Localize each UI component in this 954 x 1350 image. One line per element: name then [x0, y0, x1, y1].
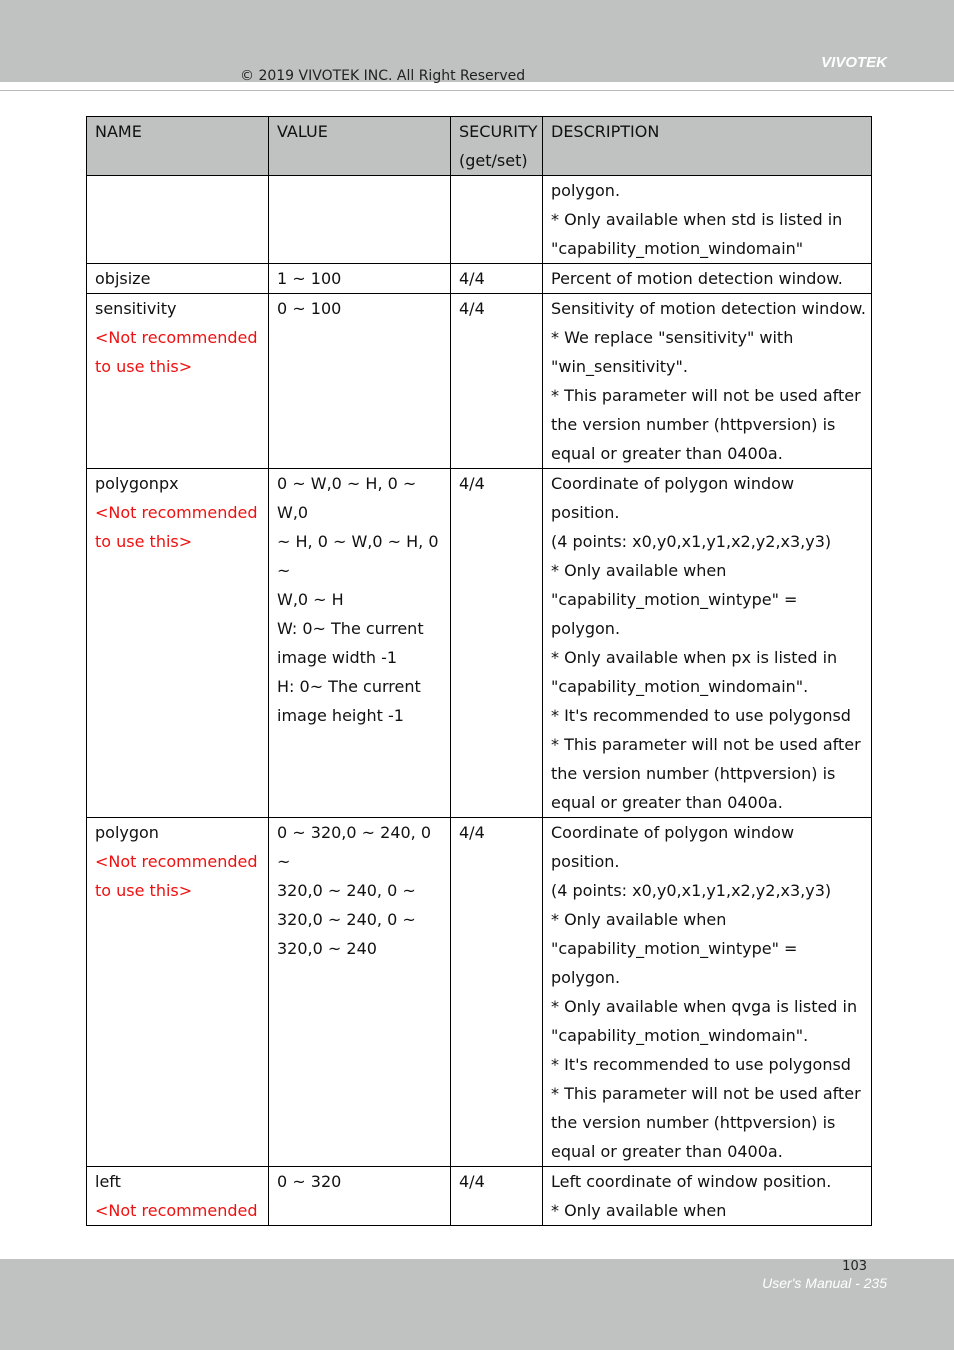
description-line: * Only available when [551, 561, 727, 580]
description-line: * This parameter will not be used after [551, 735, 861, 754]
value-line: 0 ~ W,0 ~ H, 0 ~ W,0 [277, 474, 417, 522]
description-line: * This parameter will not be used after [551, 386, 861, 405]
cell-security: 4/4 [451, 469, 543, 818]
description-line: (4 points: x0,y0,x1,y1,x2,y2,x3,y3) [551, 881, 832, 900]
parameter-table [86, 116, 872, 1226]
description-line: equal or greater than 0400a. [551, 444, 783, 463]
description-line: "win_sensitivity". [551, 357, 688, 376]
description-line: the version number (httpversion) is [551, 764, 836, 783]
not-recommended-note: to use this> [95, 532, 193, 551]
column-header-name: NAME [87, 117, 269, 176]
table-body [87, 176, 872, 1226]
description-line: polygon. [551, 181, 621, 200]
value-line: image width -1 [277, 648, 398, 667]
column-header-description: DESCRIPTION [543, 117, 872, 176]
description-line: "capability_motion_windomain". [551, 1026, 809, 1045]
description-line: "capability_motion_windomain" [551, 239, 804, 258]
description-line: Sensitivity of motion detection window. [551, 299, 866, 318]
cell-name [87, 1167, 269, 1226]
table-row [87, 469, 872, 818]
cell-value [269, 264, 451, 294]
description-line: * Only available when std is listed in [551, 210, 843, 229]
not-recommended-note: <Not recommended [95, 328, 258, 347]
cell-value [269, 469, 451, 818]
cell-security: 4/4 [451, 294, 543, 469]
cell-security: 4/4 [451, 818, 543, 1167]
param-name: polygonpx [95, 474, 179, 493]
page-number: 103 [842, 1259, 867, 1274]
value-line: W: 0~ The current [277, 619, 424, 638]
description-line: * We replace "sensitivity" with [551, 328, 794, 347]
column-header-security [451, 117, 543, 176]
table-row [87, 1167, 872, 1226]
description-line: position. [551, 852, 620, 871]
not-recommended-note: <Not recommended [95, 852, 258, 871]
cell-value [269, 176, 451, 264]
cell-value [269, 1167, 451, 1226]
cell-name [87, 469, 269, 818]
description-line: the version number (httpversion) is [551, 415, 836, 434]
value-line: W,0 ~ H [277, 590, 344, 609]
description-line: "capability_motion_wintype" = [551, 939, 798, 958]
cell-name [87, 818, 269, 1167]
value-line: H: 0~ The current [277, 677, 421, 696]
table-row [87, 294, 872, 469]
cell-description [543, 818, 872, 1167]
description-line: * It's recommended to use polygonsd [551, 706, 851, 725]
not-recommended-note: to use this> [95, 357, 193, 376]
description-line: Left coordinate of window position. [551, 1172, 832, 1191]
description-line: * It's recommended to use polygonsd [551, 1055, 851, 1074]
description-line: equal or greater than 0400a. [551, 1142, 783, 1161]
value-line: 0 ~ 320,0 ~ 240, 0 ~ [277, 823, 432, 871]
cell-security: 4/4 [451, 1167, 543, 1226]
param-name: polygon [95, 823, 159, 842]
description-line: "capability_motion_windomain". [551, 677, 809, 696]
table-row [87, 176, 872, 264]
description-line: * Only available when px is listed in [551, 648, 838, 667]
description-line: Coordinate of polygon window [551, 474, 795, 493]
column-header-value: VALUE [269, 117, 451, 176]
description-line: polygon. [551, 619, 621, 638]
cell-description [543, 1167, 872, 1226]
cell-security [451, 176, 543, 264]
description-line: the version number (httpversion) is [551, 1113, 836, 1132]
not-recommended-note: to use this> [95, 881, 193, 900]
not-recommended-note: <Not recommended [95, 1201, 258, 1220]
not-recommended-note: <Not recommended [95, 503, 258, 522]
column-header-security-sub: (get/set) [459, 151, 528, 170]
cell-security: 4/4 [451, 264, 543, 294]
description-line: * Only available when [551, 1201, 727, 1220]
description-line: polygon. [551, 968, 621, 987]
description-line: (4 points: x0,y0,x1,y1,x2,y2,x3,y3) [551, 532, 832, 551]
copyright-text: © 2019 VIVOTEK INC. All Right Reserved [240, 68, 526, 84]
value-line: 320,0 ~ 240, 0 ~ [277, 910, 416, 929]
cell-name [87, 294, 269, 469]
cell-description [543, 176, 872, 264]
value-line: 1 ~ 100 [277, 269, 342, 288]
cell-name [87, 176, 269, 264]
value-line: 320,0 ~ 240 [277, 939, 377, 958]
value-line: 0 ~ 100 [277, 299, 342, 318]
column-header-security-label: SECURITY [459, 122, 538, 141]
cell-description [543, 469, 872, 818]
description-line: * Only available when [551, 910, 727, 929]
header-divider [0, 90, 954, 91]
cell-description [543, 264, 872, 294]
param-name: objsize [95, 269, 151, 288]
brand-logo: VIVOTEK [821, 54, 887, 71]
value-line: 0 ~ 320 [277, 1172, 342, 1191]
description-line: position. [551, 503, 620, 522]
description-line: equal or greater than 0400a. [551, 793, 783, 812]
description-line: Coordinate of polygon window [551, 823, 795, 842]
table-row [87, 264, 872, 294]
table-row [87, 818, 872, 1167]
description-line: "capability_motion_wintype" = [551, 590, 798, 609]
description-line: * This parameter will not be used after [551, 1084, 861, 1103]
value-line: ~ H, 0 ~ W,0 ~ H, 0 ~ [277, 532, 439, 580]
cell-value [269, 294, 451, 469]
param-name: sensitivity [95, 299, 177, 318]
cell-description [543, 294, 872, 469]
param-name: left [95, 1172, 121, 1191]
description-line: * Only available when qvga is listed in [551, 997, 858, 1016]
table-header-row [87, 117, 872, 176]
value-line: image height -1 [277, 706, 404, 725]
cell-name [87, 264, 269, 294]
manual-page-label: User's Manual - 235 [762, 1275, 887, 1291]
description-line: Percent of motion detection window. [551, 269, 843, 288]
footer-band [0, 1259, 954, 1350]
cell-value [269, 818, 451, 1167]
value-line: 320,0 ~ 240, 0 ~ [277, 881, 416, 900]
